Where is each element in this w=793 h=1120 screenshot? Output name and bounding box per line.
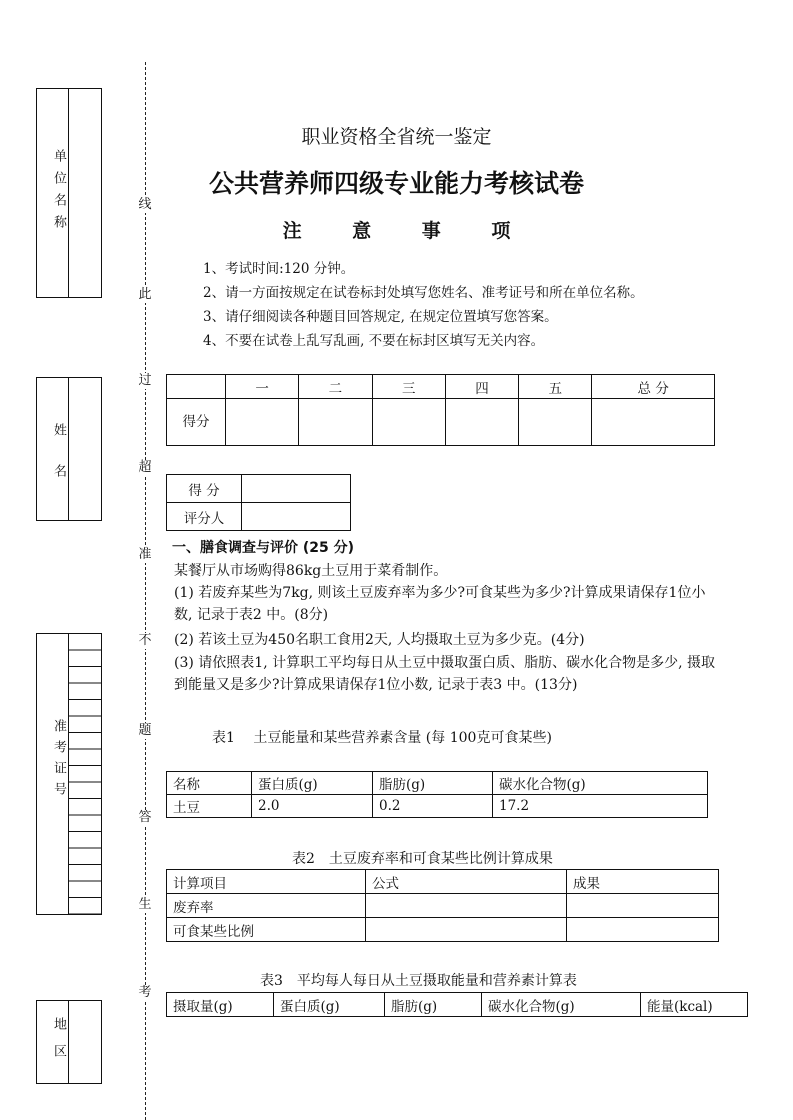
grader-box	[166, 474, 351, 531]
table2-cell[interactable]	[366, 918, 567, 942]
score-cell[interactable]	[519, 399, 592, 446]
table1-header-cell: 碳水化合物(g)	[493, 772, 708, 795]
table2-cell[interactable]	[567, 918, 719, 942]
table1-cell: 0.2	[373, 795, 493, 818]
name-field[interactable]	[68, 378, 101, 520]
table2-row-label: 可食某些比例	[167, 918, 366, 942]
score-cell[interactable]	[226, 399, 299, 446]
score-cell[interactable]	[299, 399, 372, 446]
ticket-number-field[interactable]	[68, 634, 101, 914]
grader-name-field[interactable]	[242, 503, 351, 531]
question-3: (3) 请依照表1, 计算职工平均每日从土豆中摄取蛋白质、脂肪、碳水化合物是多少, 摄取到能量又是多少?计算成果请保存1位小数, 记录于表3 中。(13分)	[174, 655, 715, 693]
score-header-cell: 三	[372, 375, 445, 399]
binding-char: 准	[138, 547, 152, 562]
table2-caption: 表2 土豆废弃率和可食某些比例计算成果	[292, 851, 553, 867]
score-cell[interactable]	[445, 399, 518, 446]
table3-header-cell: 蛋白质(g)	[274, 993, 385, 1017]
table1-cell: 17.2	[493, 795, 708, 818]
score-header-cell: 四	[445, 375, 518, 399]
table1-caption: 表1 土豆能量和某些营养素含量 (每 100克可食某些)	[212, 730, 552, 746]
table2	[166, 869, 719, 942]
notice-heading: 注 意 事 项	[282, 220, 533, 242]
table2-row-label: 废弃率	[167, 894, 366, 918]
ticket-number-label: 准考证号	[51, 719, 66, 803]
unit-name-label: 单位名称	[51, 149, 66, 237]
score-header-cell: 五	[519, 375, 592, 399]
binding-char: 生	[138, 897, 152, 912]
page-supertitle: 职业资格全省统一鉴定	[301, 126, 492, 148]
region-box	[36, 1000, 102, 1084]
score-header-cell: 总 分	[592, 375, 715, 399]
binding-char: 答	[138, 810, 152, 825]
binding-char: 过	[138, 373, 152, 388]
name-box	[36, 377, 102, 521]
score-header-cell	[167, 375, 226, 399]
grader-score-field[interactable]	[242, 475, 351, 503]
question-2: (2) 若该土豆为450名职工食用2天, 人均摄取土豆为多少克。(4分)	[174, 632, 585, 648]
region-label: 地区	[51, 1017, 66, 1071]
table2-header-cell: 成果	[567, 870, 719, 894]
grader-score-label: 得 分	[167, 475, 242, 503]
score-table	[166, 374, 715, 446]
page-title: 公共营养师四级专业能力考核试卷	[208, 169, 584, 198]
table3-header-cell: 脂肪(g)	[385, 993, 482, 1017]
binding-char: 不	[138, 633, 152, 648]
binding-char: 线	[138, 197, 152, 212]
notice-item: 4、不要在试卷上乱写乱画, 不要在标封区填写无关内容。	[203, 333, 545, 349]
table3-header-cell: 碳水化合物(g)	[482, 993, 641, 1017]
score-header-cell: 二	[299, 375, 372, 399]
grader-name-label: 评分人	[167, 503, 242, 531]
binding-char: 考	[138, 985, 152, 1000]
table1-header-cell: 名称	[167, 772, 252, 795]
table3-caption: 表3 平均每人每日从土豆摄取能量和营养素计算表	[260, 973, 577, 989]
notice-item: 1、考试时间:120 分钟。	[203, 261, 355, 277]
name-label: 姓名	[51, 423, 66, 505]
table1	[166, 771, 708, 818]
section-intro: 某餐厅从市场购得86kg土豆用于菜肴制作。	[174, 563, 448, 579]
table3-header-cell: 摄取量(g)	[167, 993, 274, 1017]
score-header-cell: 一	[226, 375, 299, 399]
table1-cell: 2.0	[252, 795, 373, 818]
binding-char: 此	[138, 287, 152, 302]
notice-item: 3、请仔细阅读各种题目回答规定, 在规定位置填写您答案。	[203, 309, 558, 325]
table1-header-cell: 脂肪(g)	[373, 772, 493, 795]
ticket-number-box	[36, 633, 102, 915]
table3	[166, 992, 748, 1017]
table1-header-cell: 蛋白质(g)	[252, 772, 373, 795]
score-cell[interactable]	[592, 399, 715, 446]
score-cell[interactable]	[372, 399, 445, 446]
table2-cell[interactable]	[366, 894, 567, 918]
notice-item: 2、请一方面按规定在试卷标封处填写您姓名、准考证号和所在单位名称。	[203, 285, 644, 301]
binding-char: 题	[138, 723, 152, 738]
table1-cell: 土豆	[167, 795, 252, 818]
region-field[interactable]	[68, 1001, 101, 1083]
table3-header-cell: 能量(kcal)	[641, 993, 748, 1017]
question-1: (1) 若废弃某些为7kg, 则该土豆废弃率为多少?可食某些为多少?计算成果请保存1位小数, 记录于表2 中。(8分)	[174, 585, 706, 623]
binding-char: 超	[138, 460, 152, 475]
table2-header-cell: 计算项目	[167, 870, 366, 894]
score-row-label: 得分	[167, 399, 226, 446]
section-title: 一、膳食调查与评价 (25 分)	[172, 540, 355, 556]
table2-cell[interactable]	[567, 894, 719, 918]
table2-header-cell: 公式	[366, 870, 567, 894]
